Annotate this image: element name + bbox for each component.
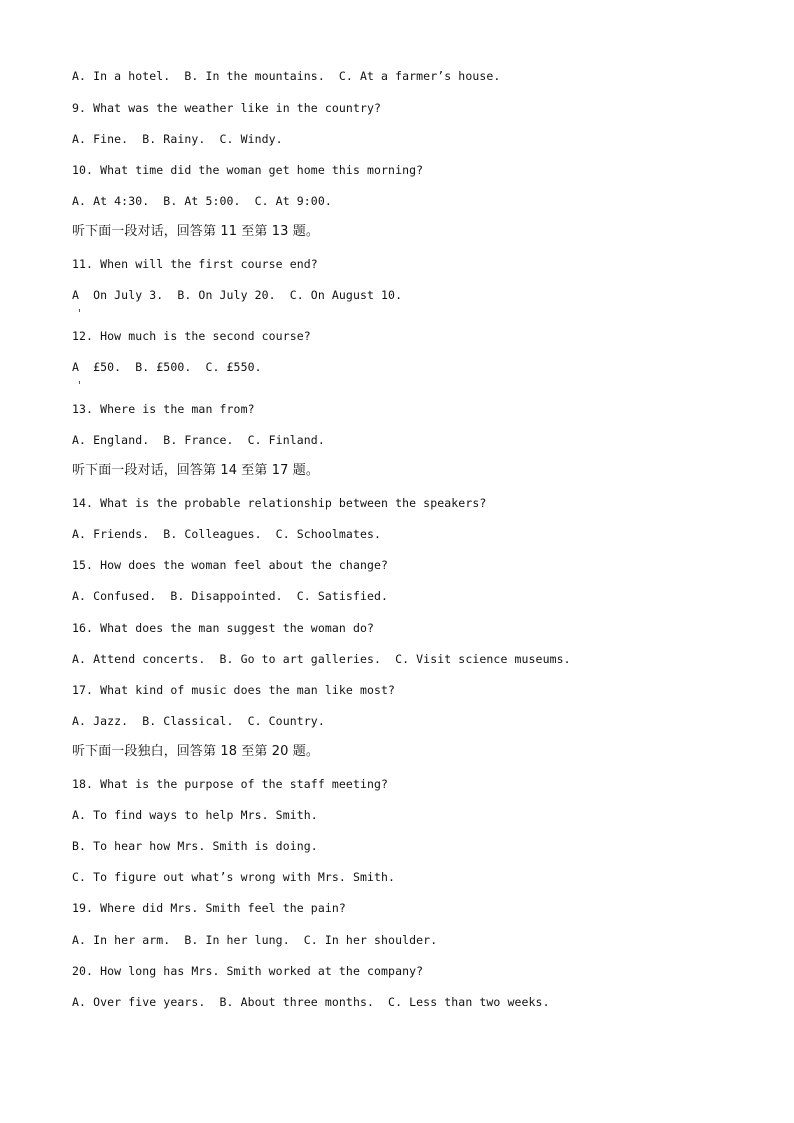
question-15: 15. How does the woman feel about the change? <box>72 558 389 572</box>
question-10: 10. What time did the woman get home this morning? <box>72 163 424 177</box>
answer-options: A On July 3. B. On July 20. C. On August 10. <box>72 288 403 302</box>
question-12: 12. How much is the second course? <box>72 329 311 343</box>
answer-options: A. England. B. France. C. Finland. <box>72 433 325 447</box>
question-19: 19. Where did Mrs. Smith feel the pain? <box>72 901 346 915</box>
question-11: 11. When will the first course end? <box>72 257 318 271</box>
answer-options: A. In a hotel. B. In the mountains. C. At a farmer’s house. <box>72 69 501 83</box>
question-18: 18. What is the purpose of the staff meeting? <box>72 777 389 791</box>
question-9: 9. What was the weather like in the country? <box>72 101 382 115</box>
section-instruction: 听下面一段对话，回答第 11 至第 13 题。 <box>72 224 319 239</box>
question-13: 13. Where is the man from? <box>72 402 255 416</box>
answer-options: A. Fine. B. Rainy. C. Windy. <box>72 132 283 146</box>
answer-options: A. Friends. B. Colleagues. C. Schoolmates. <box>72 527 382 541</box>
answer-options: A £50. B. £500. C. £550. <box>72 360 262 374</box>
question-16: 16. What does the man suggest the woman do? <box>72 621 375 635</box>
question-14: 14. What is the probable relationship between the speakers? <box>72 496 487 510</box>
scan-mark <box>79 309 80 312</box>
answer-options: A. In her arm. B. In her lung. C. In her shoulder. <box>72 933 438 947</box>
answer-option-a: A. To find ways to help Mrs. Smith. <box>72 808 318 822</box>
section-instruction: 听下面一段独白，回答第 18 至第 20 题。 <box>72 744 319 759</box>
answer-options: A. Over five years. B. About three months. C. Less than two weeks. <box>72 995 550 1009</box>
answer-options: A. Confused. B. Disappointed. C. Satisfied. <box>72 589 389 603</box>
answer-option-b: B. To hear how Mrs. Smith is doing. <box>72 839 318 853</box>
answer-options: A. Attend concerts. B. Go to art galleries. C. Visit science museums. <box>72 652 571 666</box>
answer-options: A. Jazz. B. Classical. C. Country. <box>72 714 325 728</box>
answer-options: A. At 4:30. B. At 5:00. C. At 9:00. <box>72 194 332 208</box>
question-20: 20. How long has Mrs. Smith worked at the company? <box>72 964 424 978</box>
question-17: 17. What kind of music does the man like most? <box>72 683 396 697</box>
section-instruction: 听下面一段对话，回答第 14 至第 17 题。 <box>72 463 319 478</box>
answer-option-c: C. To figure out what’s wrong with Mrs. Smith. <box>72 870 396 884</box>
scan-mark <box>79 381 80 384</box>
